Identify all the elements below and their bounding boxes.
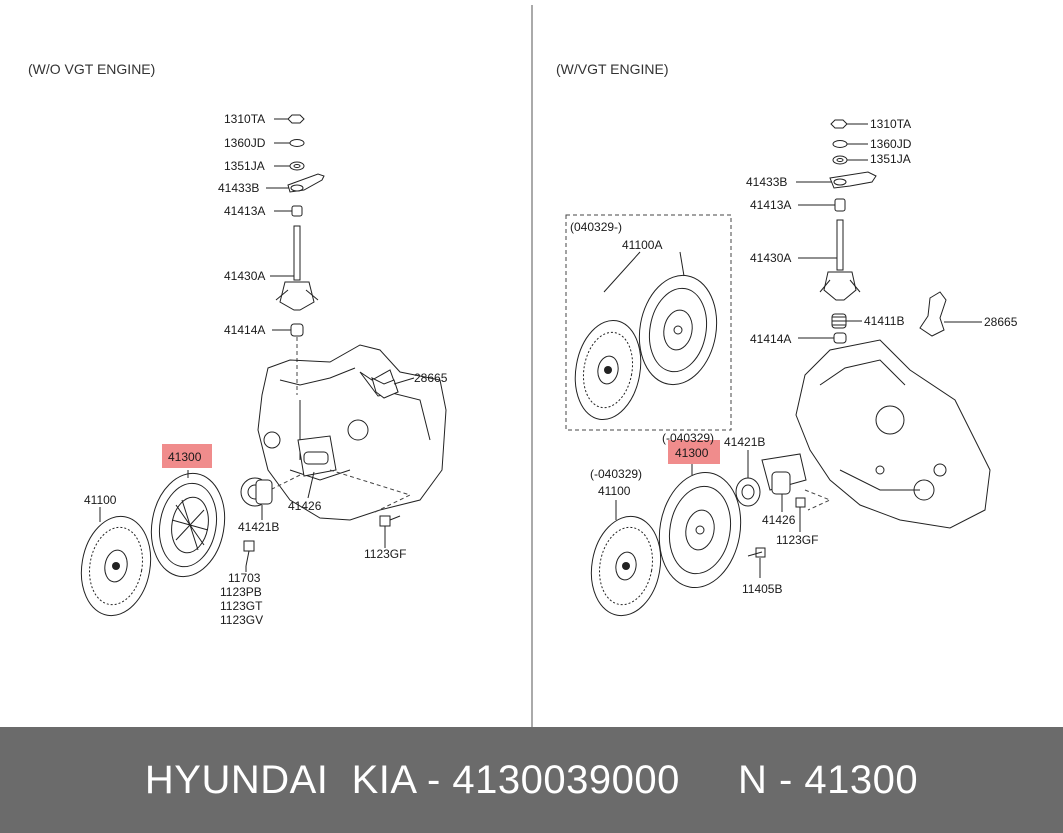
right-label-41430a: 41430A: [750, 251, 792, 265]
left-label-11703: 11703: [228, 571, 261, 585]
right-clutch-cover-41100a[interactable]: [631, 252, 725, 391]
right-bolt-1123gf[interactable]: [796, 498, 805, 532]
left-label-41300: 41300: [168, 450, 202, 464]
left-bolt-11703[interactable]: [244, 541, 254, 572]
left-label-41430a: 41430A: [224, 269, 266, 283]
right-nut-1310ta[interactable]: [831, 120, 868, 128]
left-washer-1351ja[interactable]: [274, 162, 304, 170]
right-label-41411b: 41411B: [864, 314, 905, 328]
left-panel: [28, 61, 448, 627]
left-label-41413a: 41413A: [224, 204, 266, 218]
footer-text: HYUNDAI KIA - 4130039000 N - 41300: [144, 757, 919, 802]
left-guide-41426[interactable]: [298, 436, 336, 498]
right-label-1351ja: 1351JA: [870, 152, 911, 166]
left-label-41426: 41426: [288, 499, 322, 513]
right-bearing-41421b[interactable]: [736, 450, 760, 506]
left-label-1123gv: 1123GV: [220, 613, 264, 627]
left-clutch-cover-41300[interactable]: [144, 468, 233, 583]
right-assembly-dashes: [805, 490, 830, 510]
right-shaft-41430a[interactable]: [798, 220, 860, 300]
left-bushing-41413a[interactable]: [274, 206, 302, 216]
left-lever-41433b[interactable]: [266, 174, 324, 192]
right-clutch-disc-41100a[interactable]: [568, 252, 648, 425]
left-panel-heading: (W/O VGT ENGINE): [28, 61, 156, 77]
right-label-040329-from: (040329-): [570, 220, 623, 234]
right-label-1123gf: 1123GF: [776, 533, 819, 547]
left-bolt-1123gf[interactable]: [380, 516, 400, 548]
left-fork-28665[interactable]: [372, 378, 414, 398]
right-panel-heading: (W/VGT ENGINE): [556, 61, 669, 77]
left-label-1123pb: 1123PB: [220, 585, 262, 599]
right-label-1310ta: 1310TA: [870, 117, 912, 131]
left-label-1360jd: 1360JD: [224, 136, 266, 150]
left-label-1123gf: 1123GF: [364, 547, 407, 561]
right-label-1360jd: 1360JD: [870, 137, 912, 151]
right-clutch-cover-41300[interactable]: [651, 463, 750, 594]
left-shaft-41430a[interactable]: [270, 226, 318, 310]
right-panel: [556, 61, 1018, 621]
left-label-1123gt: 1123GT: [220, 599, 263, 613]
left-label-41100: 41100: [84, 493, 117, 507]
right-label-41414a: 41414A: [750, 332, 792, 346]
left-label-1310ta: 1310TA: [224, 112, 266, 126]
left-washer-1360jd[interactable]: [274, 140, 304, 147]
left-label-41433b: 41433B: [218, 181, 260, 195]
left-label-1351ja: 1351JA: [224, 159, 265, 173]
right-bushing-41413a[interactable]: [798, 199, 845, 211]
right-label-28665: 28665: [984, 315, 1018, 329]
right-label-41100: 41100: [598, 484, 631, 498]
right-washer-1360jd[interactable]: [833, 141, 868, 148]
left-clutch-disc-41100[interactable]: [74, 507, 158, 621]
right-label-41433b: 41433B: [746, 175, 788, 189]
right-transmission-housing: [796, 340, 990, 528]
right-washer-1351ja[interactable]: [833, 156, 868, 164]
right-bushing-41414a[interactable]: [798, 333, 846, 343]
right-spring-41411b[interactable]: [832, 314, 862, 328]
right-bolt-11405b[interactable]: [748, 548, 765, 578]
right-label-040329-to-disc: (-040329): [590, 467, 643, 481]
left-label-41414a: 41414A: [224, 323, 266, 337]
right-label-41300: 41300: [675, 446, 709, 460]
right-label-41413a: 41413A: [750, 198, 792, 212]
right-clutch-disc-41100[interactable]: [584, 500, 668, 621]
right-label-41426: 41426: [762, 513, 796, 527]
left-label-41421b: 41421B: [238, 520, 280, 534]
part-number-footer: [0, 727, 1063, 833]
right-label-040329-to-cover: (-040329): [662, 431, 715, 445]
right-label-41421b: 41421B: [724, 435, 766, 449]
right-fork-28665[interactable]: [920, 292, 982, 336]
left-label-28665: 28665: [414, 371, 448, 385]
right-lever-41433b[interactable]: [796, 172, 876, 188]
left-bearing-41421b[interactable]: [241, 478, 272, 520]
left-nut-1310ta[interactable]: [274, 115, 304, 123]
right-label-11405b: 11405B: [742, 582, 783, 596]
right-label-41100a: 41100A: [622, 238, 663, 252]
